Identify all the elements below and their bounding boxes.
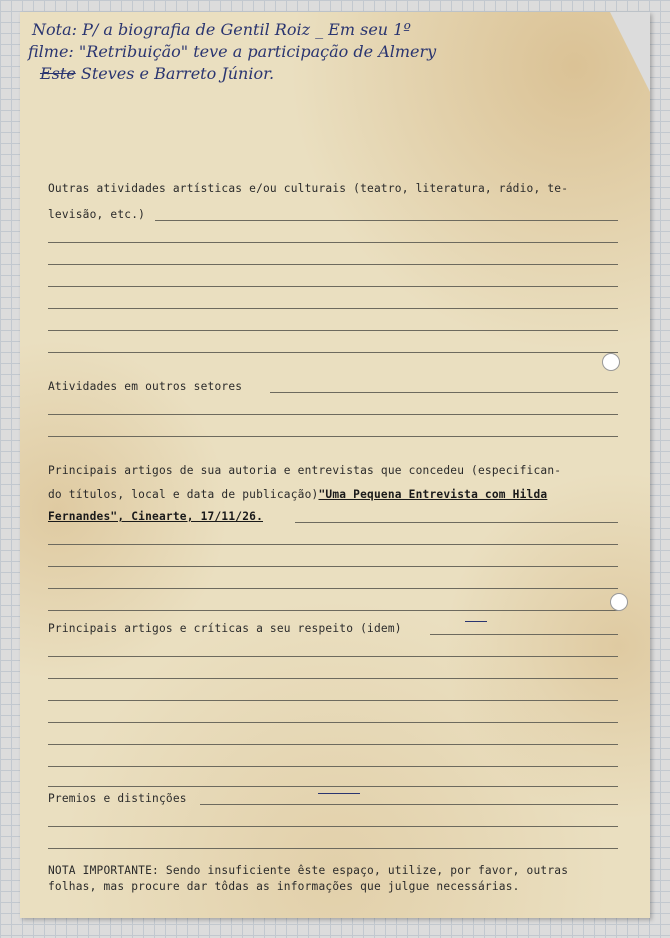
- premios-label: Premios e distinções: [48, 792, 187, 805]
- outras-atividades-label-2: levisão, etc.): [48, 208, 146, 221]
- criticas-label: Principais artigos e críticas a seu respeito (idem): [48, 622, 402, 635]
- handwritten-note-line-2: filme: "Retribuição" teve a participação de Almery: [28, 42, 437, 61]
- answer-line: [270, 392, 618, 393]
- outras-atividades-label-1: Outras atividades artísticas e/ou culturais (teatro, literatura, rádio, te-: [48, 182, 569, 195]
- punch-hole: [610, 593, 628, 611]
- answer-line: [48, 436, 618, 437]
- answer-line: [48, 544, 618, 545]
- handwritten-note-line-3-text: Steves e Barreto Júnior.: [80, 64, 275, 83]
- answer-line: [48, 414, 618, 415]
- answer-line: [200, 804, 618, 805]
- answer-line: [430, 634, 618, 635]
- answer-line: [48, 286, 618, 287]
- answer-line: [48, 308, 618, 309]
- handwritten-note-line-1: Nota: P/ a biografia de Gentil Roiz _ Em seu 1º: [32, 20, 411, 39]
- outros-setores-label: Atividades em outros setores: [48, 380, 243, 393]
- answer-line: [48, 264, 618, 265]
- artigos-label-2: [48, 488, 547, 501]
- answer-line: [48, 786, 618, 787]
- answer-line: [48, 678, 618, 679]
- answer-line: [48, 766, 618, 767]
- nota-importante-line-1: NOTA IMPORTANTE: Sendo insuficiente êste espaço, utilize, por favor, outras: [48, 864, 569, 877]
- answer-line: [48, 242, 618, 243]
- form-sheet: [20, 12, 650, 918]
- punch-hole: [602, 353, 620, 371]
- answer-line: [295, 522, 618, 523]
- answer-line: [48, 610, 618, 611]
- folded-corner: [610, 12, 650, 92]
- nota-importante-line-2: folhas, mas procure dar tôdas as informações que julgue necessárias.: [48, 880, 520, 893]
- answer-line: [48, 700, 618, 701]
- answer-line: [48, 826, 618, 827]
- artigos-label-2-text: do títulos, local e data de publicação): [48, 488, 319, 501]
- struck-word: Este: [40, 64, 76, 83]
- answer-line: [155, 220, 618, 221]
- answer-line: [48, 722, 618, 723]
- answer-line: [48, 656, 618, 657]
- pen-mark: [465, 621, 487, 622]
- answer-line: [48, 566, 618, 567]
- handwritten-note-line-3: [40, 64, 274, 83]
- pen-mark: [318, 793, 360, 794]
- artigos-label-1: Principais artigos de sua autoria e entrevistas que concedeu (especifican-: [48, 464, 562, 477]
- answer-line: [48, 744, 618, 745]
- answer-line: [48, 848, 618, 849]
- artigos-answer-1: "Uma Pequena Entrevista com Hilda: [318, 488, 548, 501]
- answer-line: [48, 588, 618, 589]
- artigos-answer-2: Fernandes", Cinearte, 17/11/26.: [48, 510, 263, 523]
- answer-line: [48, 330, 618, 331]
- answer-line: [48, 352, 618, 353]
